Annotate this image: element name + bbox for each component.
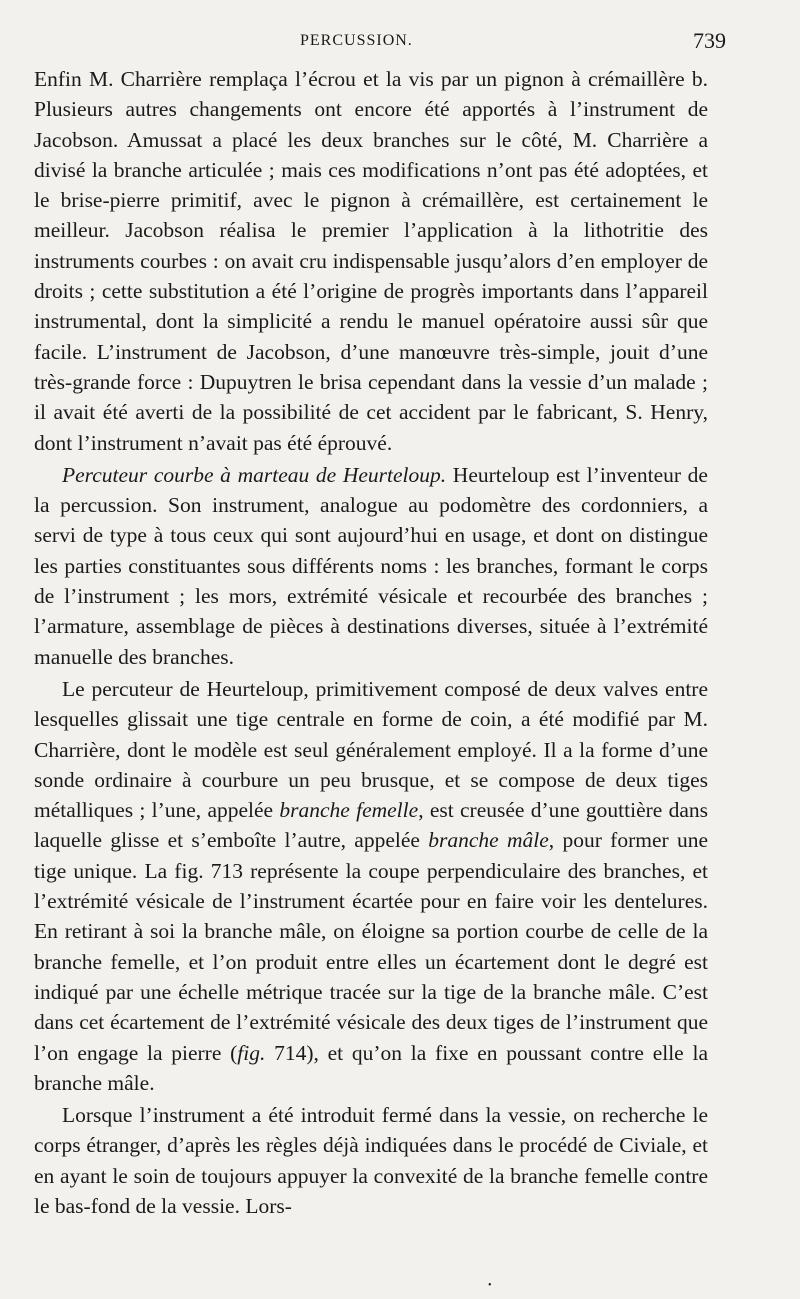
paragraph-3-term-branche-femelle: branche femelle <box>279 798 419 823</box>
paragraph-2-italic-lead: Percuteur courbe à marteau de Heurteloup. <box>62 462 447 487</box>
paragraph-3-fig-ref: fig. <box>237 1040 266 1065</box>
paragraph-3-part-4: 714), et qu’on la fixe en poussant contre elle la branche mâle. <box>34 1040 708 1095</box>
paragraph-3-term-branche-male: branche mâle <box>428 828 549 853</box>
paragraph-3-part-1: Le percuteur de Heurteloup, primitivement composé de deux valves entre lesquelles glissait une tige centrale en forme de coin, a été modifié par M. Charrière, dont le modèle est seul généralement employé. Il a la forme d’une sonde ordinaire à courbure un peu brusque, et se compose de deux tiges métalliques ; l’une, appelée <box>34 676 708 823</box>
paragraph-3 <box>34 674 708 1098</box>
paragraph-1: Enfin M. Charrière remplaça l’écrou et la vis par un pignon à crémaillère b. Plusieurs autres changements ont encore été apportés à l’instrument de Jacobson. Amussat a placé les deux branches sur le côté, M. Charrière a divisé la branche articulée ; mais ces modifications n’ont pas été adoptées, et le brise-pierre primitif, avec le pignon à crémaillère, est certainement le meilleur. Jacobson réalisa le premier l’application à la lithotritie des instruments courbes : on avait cru indispensable jusqu’alors d’en employer de droits ; cette substitution a été l’origine de progrès importants dans l’appareil instrumental, dont la simplicité a rendu le manuel opératoire aussi sûr que facile. L’instrument de Jacobson, d’une manœuvre très-simple, jouit d’une très-grande force : Dupuytren le brisa cependant dans la vessie d’un malade ; il avait été averti de la possibilité de cet accident par le fabricant, S. Henry, dont l’instrument n’avait pas été éprouvé. <box>34 67 708 455</box>
paragraph-2 <box>34 460 708 672</box>
paragraph-3-part-3: , pour former une tige unique. La fig. 713 représente la coupe perpendiculaire des branches, et l’extrémité vésicale de l’instrument écartée pour en faire voir les dentelures. En retirant à soi la branche mâle, on éloigne sa portion courbe de celle de la branche femelle, et l’on produit entre elles un écartement dont le degré est indiqué par une échelle métrique tracée sur la tige de la branche mâle. C’est dans cet écartement de l’extrémité vésicale des deux tiges de l’instrument que l’on engage la pierre ( <box>34 828 708 1065</box>
printer-dot-mark: • <box>488 1280 492 1291</box>
page-number: 739 <box>693 28 726 53</box>
page-header <box>34 28 726 64</box>
paragraph-4: Lorsque l’instrument a été introduit fermé dans la vessie, on recherche le corps étranger, d’après les règles déjà indiquées dans le procédé de Civiale, et en ayant le soin de toujours appuyer la convexité de la branche femelle contre le bas-fond de la vessie. Lors- <box>34 1103 708 1218</box>
paragraph-3-part-2: , est creusée d’une gouttière dans laquelle glisse et s’emboîte l’autre, appelée <box>34 798 709 853</box>
running-head: PERCUSSION. <box>300 32 413 49</box>
paragraph-2-text: Heurteloup est l’inventeur de la percussion. Son instrument, analogue au podomètre des cordonniers, a servi de type à tous ceux qui sont aujourd’hui en usage, et dont on distingue les parties constituantes sous différents noms : les branches, formant le corps de l’instrument ; les mors, extrémité vésicale et recourbée des branches ; l’armature, assemblage de pièces à destinations diverses, située à l’extrémité manuelle des branches. <box>34 462 708 669</box>
page-content <box>34 64 708 1221</box>
